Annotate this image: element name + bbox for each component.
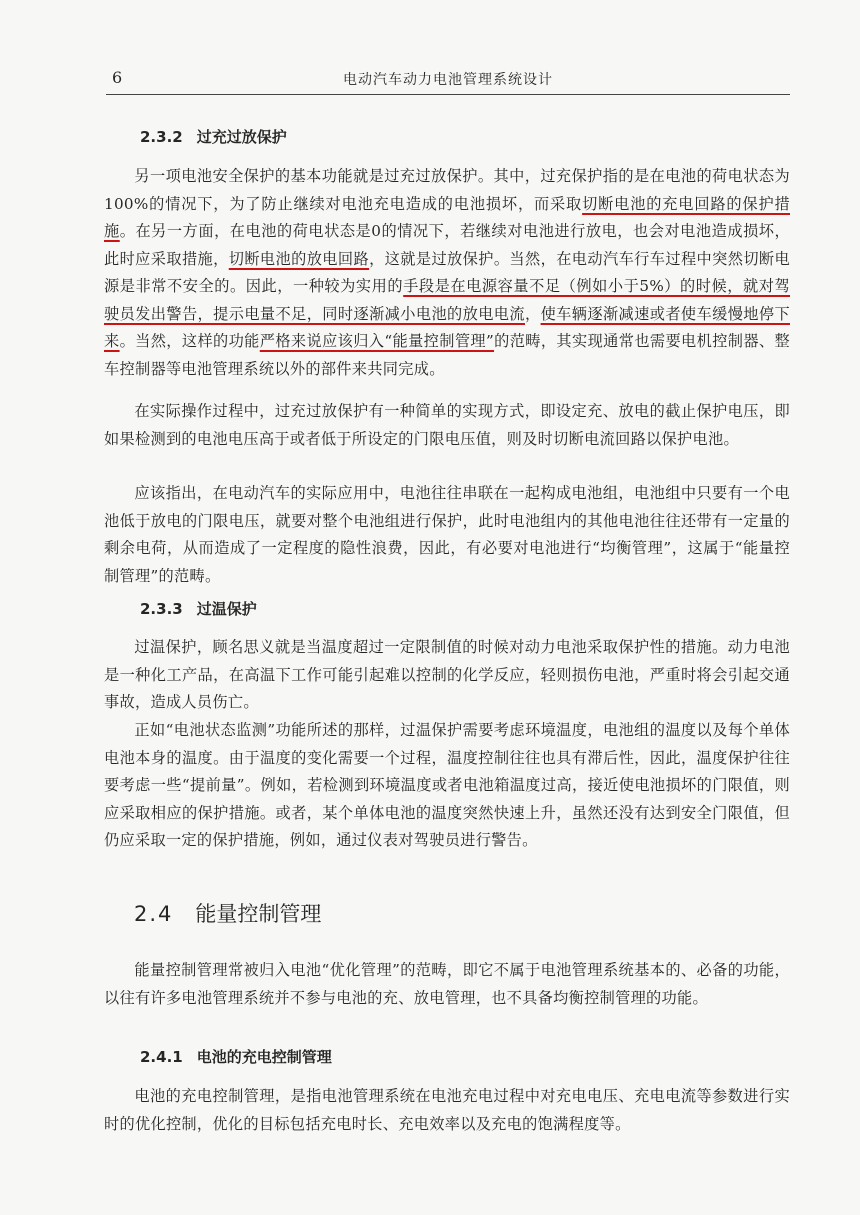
text-run: 另一项电池安全保护的基本功能就是过充过放保护。其中，过充保护指的是在电池的荷电状态为100%的情况下，为了防止继续对电池充电造成的电池损坏，而采取 xyxy=(104,167,790,213)
underlined-text: 切断电池的放电回路 xyxy=(228,249,370,268)
heading-number: 2.3.2 xyxy=(140,128,183,146)
heading-title: 电池的充电控制管理 xyxy=(196,1048,332,1066)
text-run: 。当然，这样的功能 xyxy=(119,332,260,350)
running-title: 电动汽车动力电池管理系统设计 xyxy=(343,72,553,88)
underlined-text: 切断电池的充电回路的保护措施 xyxy=(104,194,790,240)
paragraph-overcharge-1 xyxy=(104,163,790,383)
heading-2-3-2 xyxy=(140,126,287,147)
heading-number: 2.3.3 xyxy=(140,600,183,618)
heading-number: 2.4.1 xyxy=(140,1048,183,1066)
heading-2-4-1 xyxy=(140,1046,332,1067)
paragraph-overcharge-2: 在实际操作过程中，过充过放保护有一种简单的实现方式，即设定充、放电的截止保护电压，即如果检测到的电池电压高于或者低于所设定的门限电压值，则及时切断电流回路以保护电池。 xyxy=(104,402,790,448)
text-run: 。在另一方面，在电池的荷电状态是0的情况下，若继续对电池进行放电，也会对电池造成损坏，此时应采取措施， xyxy=(104,222,791,268)
heading-2-4 xyxy=(134,898,321,928)
text-run: ，这就是过放保护。当然，在电动汽车行车过程中突然切断电源是非常不安全的。因此，一种较为实用的 xyxy=(104,249,790,295)
heading-title: 能量控制管理 xyxy=(195,902,322,926)
text-run: 的范畴，其实现通常也需要电机控制器、整车控制器等电池管理系统以外的部件来共同完成。 xyxy=(104,332,790,378)
underlined-text: 使车辆逐渐减速或者使车缓慢地停下来 xyxy=(104,304,790,350)
page-number: 6 xyxy=(112,68,123,87)
paragraph-energy-control: 能量控制管理常被归入电池“优化管理”的范畴，即它不属于电池管理系统基本的、必备的功能，以往有许多电池管理系统并不参与电池的充、放电管理，也不具备均衡控制管理的功能。 xyxy=(104,961,790,1007)
underlined-text: 手段是在电源容量不足（例如小于5%）的时候，就对驾驶员发出警告，提示电量不足，同时逐渐减小电池的放电电流 xyxy=(104,277,791,323)
text-run: ， xyxy=(525,304,541,323)
heading-2-3-3 xyxy=(140,598,257,619)
page-header xyxy=(106,64,790,95)
paragraph-charge-control: 电池的充电控制管理，是指电池管理系统在电池充电过程中对充电电压、充电电流等参数进行实时的优化控制，优化的目标包括充电时长、充电效率以及充电的饱满程度等。 xyxy=(104,1087,790,1133)
paragraph-overcharge-3: 应该指出，在电动汽车的实际应用中，电池往往串联在一起构成电池组，电池组中只要有一个电池低于放电的门限电压，就要对整个电池组进行保护，此时电池组内的其他电池往往还带有一定量的剩余电荷，从而造成了一定程度的隐性浪费，因此，有必要对电池进行“均衡管理”，这属于“能量控制管理”的范畴。 xyxy=(104,484,790,585)
heading-title: 过温保护 xyxy=(196,600,257,618)
paragraph-overtemp-2: 正如“电池状态监测”功能所述的那样，过温保护需要考虑环境温度，电池组的温度以及每个单体电池本身的温度。由于温度的变化需要一个过程，温度控制往往也具有滞后性，因此，温度保护往往要考虑一些“提前量”。例如，若检测到环境温度或者电池箱温度过高，接近使电池损坏的门限值，则应采取相应的保护措施。或者，某个单体电池的温度突然快速上升，虽然还没有达到安全门限值，但仍应采取一定的保护措施，例如，通过仪表对驾驶员进行警告。 xyxy=(104,721,790,849)
underlined-text: 严格来说应该归入“能量控制管理” xyxy=(259,332,495,350)
heading-number: 2.4 xyxy=(134,902,174,926)
heading-title: 过充过放保护 xyxy=(196,128,287,146)
paragraph-overtemp-1: 过温保护，顾名思义就是当温度超过一定限制值的时候对动力电池采取保护性的措施。动力电池是一种化工产品，在高温下工作可能引起难以控制的化学反应，轻则损伤电池，严重时将会引起交通事故，造成人员伤亡。 xyxy=(104,638,790,711)
